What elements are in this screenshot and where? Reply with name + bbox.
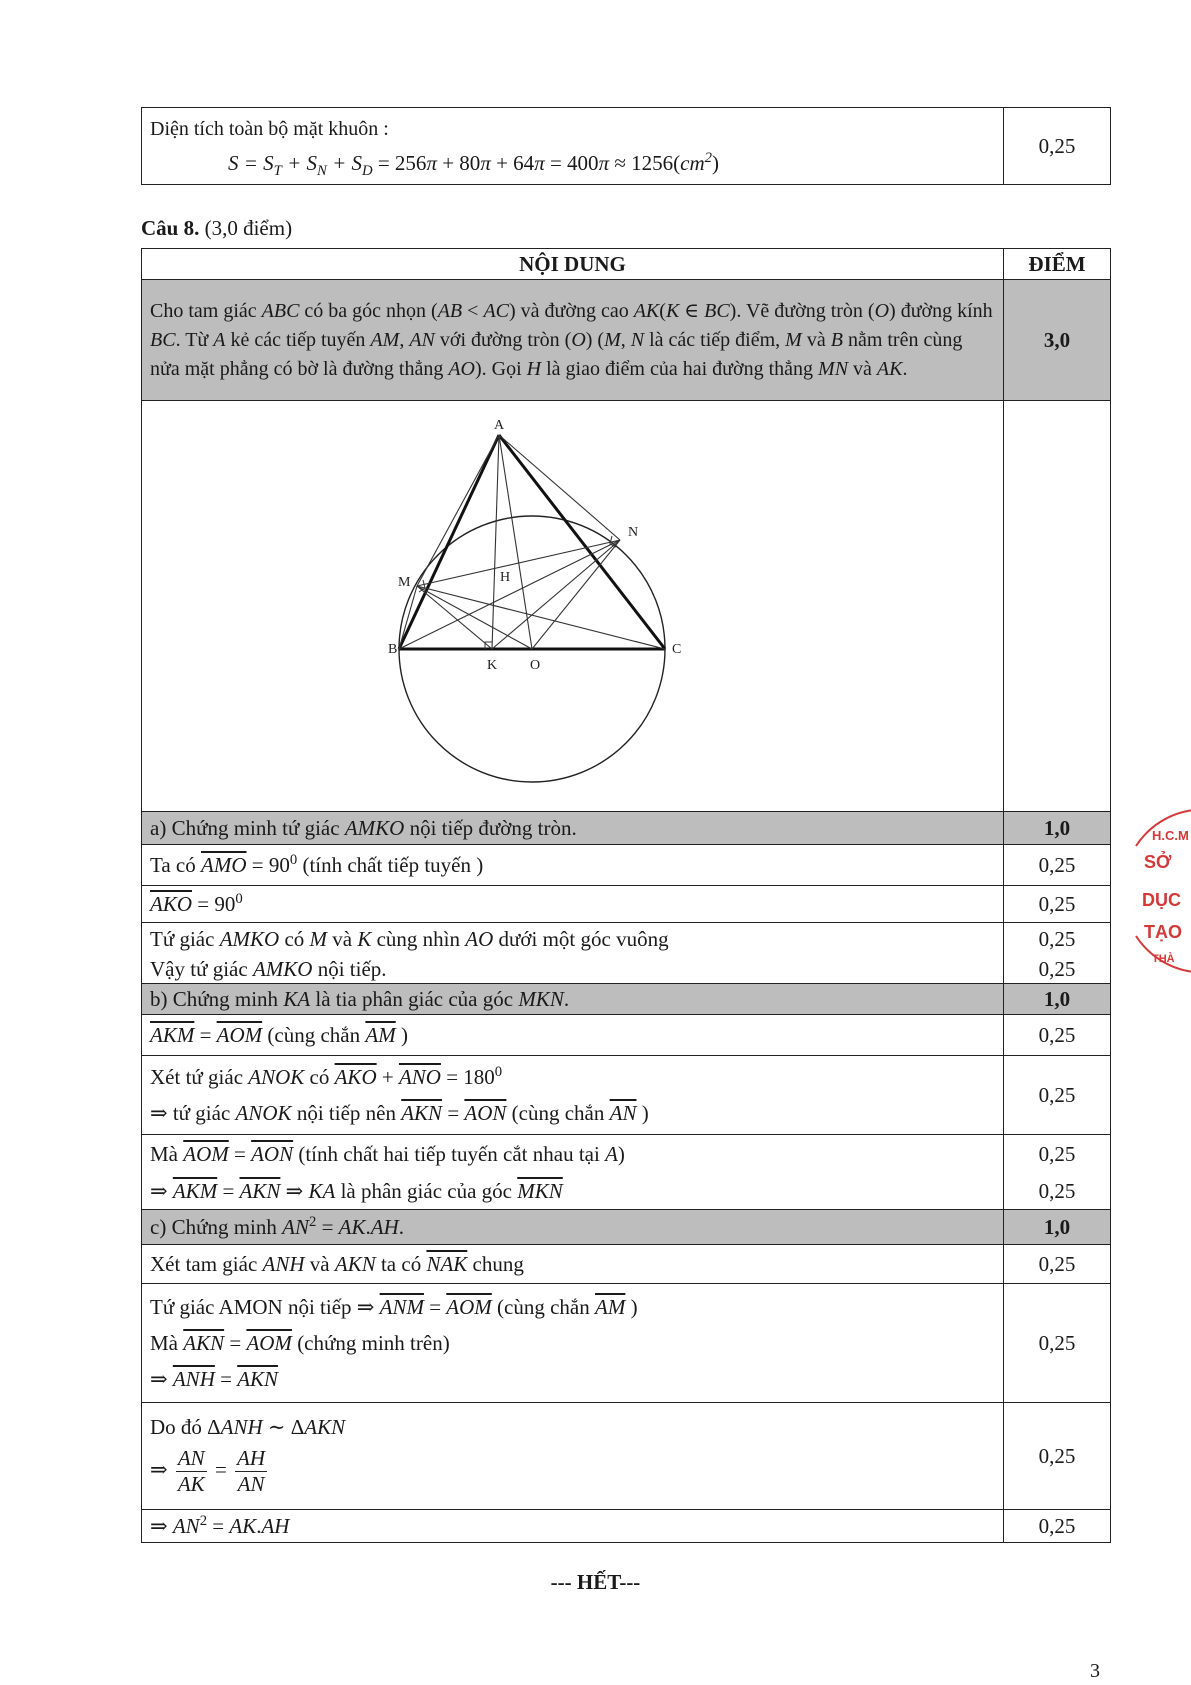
part-b-row-3: Mà $\overline{AOM} = \overline{AON}$ (tính chất hai tiếp tuyến cắt nhau tại A) 0,25 [142, 1134, 1110, 1173]
part-b-row-4-score: 0,25 [1038, 1178, 1076, 1203]
area-table [141, 107, 1111, 185]
part-b-row-4: ⇒ $\overline{AKM} = \overline{AKN}$ ⇒ KA là phân giác của góc $\overline{MKN}$ 0,25 [142, 1173, 1110, 1209]
part-c-row-4-score: 0,25 [1038, 1513, 1076, 1538]
label-b: B [388, 642, 398, 657]
part-c-row-2: Tứ giác AMON nội tiếp ⇒ $\overline{ANM} = \overline{AOM}$ (cùng chắn $\overline{AM}$ ) Mà $\overline{AKN} = \overline{AOM}$ (chứng minh trên) ⇒ $\overline{ANH} = \overline{AKN}$ 0,25 [142, 1283, 1110, 1402]
area-content-cell [142, 108, 1004, 184]
answer-table [141, 248, 1111, 1543]
part-b-row-1: $\overline{AKM} = \overline{AOM}$ (cùng chắn $\overline{AM}$ ) 0,25 [142, 1014, 1110, 1055]
part-a-title: a) Chứng minh tứ giác AMKO nội tiếp đường tròn. [142, 812, 1004, 844]
part-c-row-1-score: 0,25 [1038, 1251, 1076, 1276]
segment-ab [399, 435, 499, 649]
label-a: A [494, 418, 505, 433]
part-a-row-3: Tứ giác AMKO có M và K cùng nhìn AO dưới một góc vuông 0,25 [142, 922, 1110, 955]
triangle-abc [399, 435, 665, 649]
svg-text:THÀ: THÀ [1152, 953, 1175, 965]
label-o: O [530, 658, 541, 673]
segment-mo [417, 586, 532, 649]
part-b-row-2: Xét tứ giác ANOK có $\overline{AKO} + \overline{ANO} = 180^0$ ⇒ tứ giác ANOK nội tiếp nên $\overline{AKN} = \overline{AON}$ (cùng chắn $\overline{AN}$ ) 0,25 [142, 1055, 1110, 1134]
part-c-row-1: Xét tam giác ANH và AKN ta có $\overline{NAK}$ chung 0,25 [142, 1244, 1110, 1283]
official-stamp [1134, 806, 1191, 976]
svg-text:SỞ: SỞ [1144, 852, 1172, 872]
svg-text:TẠO: TẠO [1144, 922, 1182, 942]
label-n: N [628, 525, 639, 540]
part-b-row-2-score: 0,25 [1038, 1082, 1076, 1107]
part-b-score: 1,0 [1004, 984, 1110, 1014]
part-b-title-row [142, 983, 1110, 1014]
problem-text: Cho tam giác ABC có ba góc nhọn (AB < AC) và đường cao AK(K ∈ BC). Vẽ đường tròn (O) đường kính BC. Từ A kẻ các tiếp tuyến AM, AN với đường tròn (O) (M, N là các tiếp điểm, M và B nằm trên cùng nửa mặt phẳng có bờ là đường thẳng AO). Gọi H là giao điểm của hai đường thẳng MN và AK. [142, 280, 1004, 400]
altitude-ak [492, 435, 499, 649]
part-a-row-4-score: 0,25 [1038, 956, 1076, 981]
part-c-row-4: ⇒ $AN^2 = AK.AH$ 0,25 [142, 1509, 1110, 1542]
part-c-score: 1,0 [1004, 1210, 1110, 1244]
figure-cell [142, 401, 1004, 811]
label-m: M [398, 575, 411, 590]
segment-no [532, 540, 620, 649]
label-k: K [487, 658, 498, 673]
label-h: H [500, 570, 511, 585]
part-a-title-row [142, 811, 1110, 844]
label-c: C [672, 642, 682, 657]
part-a-row-1-score: 0,25 [1038, 852, 1076, 877]
part-c-row-3: Do đó ΔANH ∼ ΔAKN ⇒ $\frac{AN}{AK}$ = $\frac{AH}{AN}$ 0,25 [142, 1402, 1110, 1509]
part-b-title: b) Chứng minh KA là tia phân giác của góc MKN. [142, 984, 1004, 1014]
part-a-row-2-score: 0,25 [1038, 891, 1076, 916]
question-label: Câu 8. [141, 216, 200, 240]
svg-text:H.C.M: H.C.M [1152, 828, 1189, 843]
fraction-an-ak: $\frac{AN}{AK}$ [177, 1446, 205, 1496]
table-header [142, 249, 1110, 279]
area-line: Diện tích toàn bộ mặt khuôn : [150, 118, 389, 140]
tangent-am [417, 435, 499, 586]
area-formula: $S = S_T + S_N + S_D = 256\pi + 80\pi + 64\pi = 400\pi \approx 1256(cm^2)$ [228, 150, 719, 180]
end-marker: --- HẾT--- [550, 1570, 641, 1594]
question-heading [141, 216, 292, 241]
area-score: 0,25 [1038, 133, 1076, 158]
part-a-row-3-score: 0,25 [1038, 926, 1076, 951]
geometry-figure [142, 401, 1004, 811]
fraction-ah-an: $\frac{AH}{AN}$ [237, 1446, 266, 1496]
page-number: 3 [1090, 1660, 1100, 1682]
part-a-row-2: $\overline{AKO} = 90^0$ 0,25 [142, 885, 1110, 922]
problem-row [142, 279, 1110, 400]
part-a-row-1: Ta có $\overline{AMO} = 90^0$ (tính chất tiếp tuyến ) 0,25 [142, 844, 1110, 885]
part-a-row-4: Vậy tứ giác AMKO nội tiếp. 0,25 [142, 955, 1110, 983]
tangent-an [499, 435, 620, 540]
header-content: NỘI DUNG [142, 249, 1004, 279]
part-b-row-3-score: 0,25 [1038, 1141, 1076, 1166]
segment-ao [499, 435, 532, 649]
part-c-title-row [142, 1209, 1110, 1244]
svg-text:DỤC: DỤC [1142, 890, 1181, 910]
part-c-row-3-score: 0,25 [1038, 1443, 1076, 1468]
part-c-row-2-score: 0,25 [1038, 1330, 1076, 1355]
question-points: (3,0 điểm) [204, 216, 293, 240]
part-c-title: c) Chứng minh $AN^2 = AK.AH$. [142, 1210, 1004, 1244]
problem-score: 3,0 [1004, 280, 1110, 400]
segment-ac [499, 435, 665, 649]
figure-row [142, 400, 1110, 811]
part-b-row-1-score: 0,25 [1038, 1022, 1076, 1047]
header-score: ĐIỂM [1028, 251, 1086, 276]
figure-score-cell [1004, 401, 1110, 811]
part-a-score: 1,0 [1004, 812, 1110, 844]
